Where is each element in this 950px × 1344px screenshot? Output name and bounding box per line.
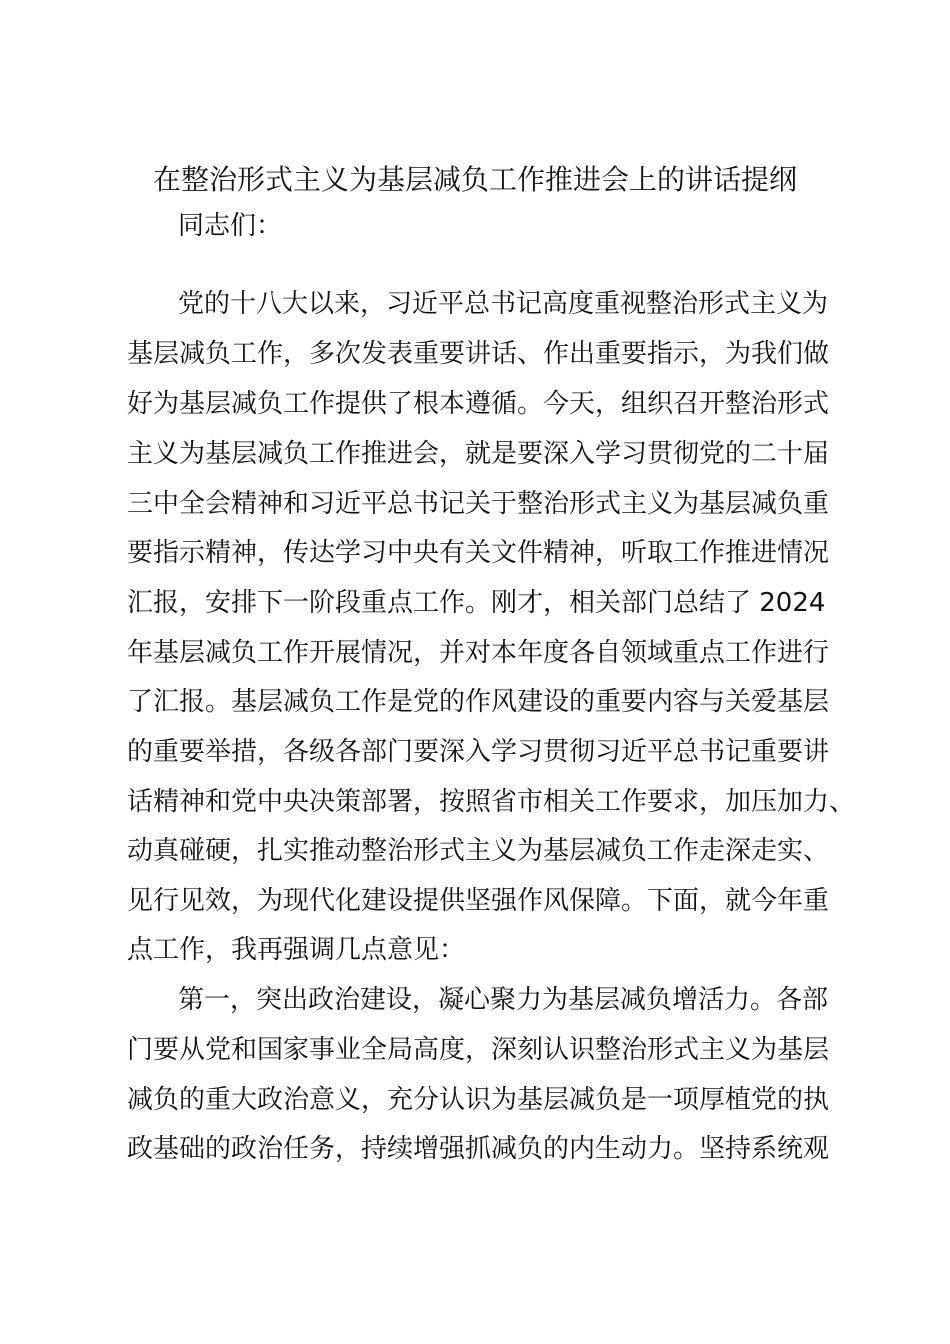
paragraph-line: 基层减负工作，多次发表重要讲话、作出重要指示，为我们做 [127, 339, 830, 369]
paragraph-line: 见行见效，为现代化建设提供坚强作风保障。下面，就今年重 [127, 886, 830, 916]
salutation-line: 同志们： [178, 211, 283, 241]
paragraph-line: 点工作，我再强调几点意见： [127, 935, 466, 965]
document-title: 在整治形式主义为基层减负工作推进会上的讲话提纲 [152, 163, 797, 196]
paragraph-line: 年基层减负工作开展情况，并对本年度各自领域重点工作进行 [127, 638, 830, 668]
paragraph-line: 话精神和党中央决策部署，按照省市相关工作要求，加压加力、 [127, 787, 856, 817]
paragraph-line: 党的十八大以来，习近平总书记高度重视整治形式主义为 [178, 289, 829, 319]
paragraph-line: 主义为基层减负工作推进会，就是要深入学习贯彻党的二十届 [127, 439, 830, 469]
paragraph-line: 门要从党和国家事业全局高度，深刻认识整治形式主义为基层 [127, 1035, 830, 1065]
paragraph-line: 减负的重大政治意义，充分认识为基层减负是一项厚植党的执 [127, 1085, 830, 1115]
paragraph-line: 了汇报。基层减负工作是党的作风建设的重要内容与关爱基层 [127, 687, 830, 717]
paragraph-line: 政基础的政治任务，持续增强抓减负的内生动力。坚持系统观 [127, 1134, 830, 1164]
paragraph-line: 第一，突出政治建设，凝心聚力为基层减负增活力。各部 [178, 985, 829, 1015]
paragraph-line: 动真碰硬，扎实推动整治形式主义为基层减负工作走深走实、 [127, 836, 830, 866]
paragraph-line: 三中全会精神和习近平总书记关于整治形式主义为基层减负重 [127, 489, 830, 519]
paragraph-line: 汇报，安排下一阶段重点工作。刚才，相关部门总结了 2024 [127, 588, 826, 618]
paragraph-line: 好为基层减负工作提供了根本遵循。今天，组织召开整治形式 [127, 389, 830, 419]
paragraph-line: 的重要举措，各级各部门要深入学习贯彻习近平总书记重要讲 [127, 737, 830, 767]
paragraph-line: 要指示精神，传达学习中央有关文件精神，听取工作推进情况 [127, 538, 830, 568]
